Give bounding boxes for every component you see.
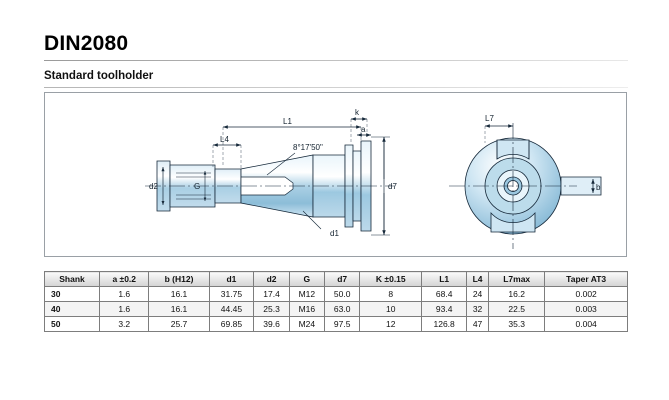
col-d7: d7: [325, 272, 360, 287]
label-taper-angle: 8°17'50": [293, 143, 323, 152]
technical-drawing-panel: [44, 92, 627, 257]
col-k: K ±0.15: [360, 272, 422, 287]
cell-l7max: 22.5: [489, 302, 545, 317]
cell-g: M12: [289, 287, 324, 302]
label-k: k: [355, 108, 359, 117]
col-d2: d2: [254, 272, 289, 287]
cell-taper: 0.002: [545, 287, 628, 302]
table-header-row: [45, 272, 628, 287]
cell-l4: 47: [467, 317, 489, 332]
cell-g: M16: [289, 302, 324, 317]
cell-b: 16.1: [149, 287, 209, 302]
table-row: [45, 317, 628, 332]
col-l4: L4: [467, 272, 489, 287]
cell-b: 16.1: [149, 302, 209, 317]
cell-taper: 0.003: [545, 302, 628, 317]
cell-k: 12: [360, 317, 422, 332]
cell-d7: 50.0: [325, 287, 360, 302]
page-subtitle: Standard toolholder: [44, 70, 154, 82]
toolholder-drawing: [45, 93, 626, 256]
cell-d1: 44.45: [209, 302, 254, 317]
label-a: a: [361, 125, 366, 134]
label-d2: d2: [149, 182, 158, 191]
cell-d2: 39.6: [254, 317, 289, 332]
cell-k: 10: [360, 302, 422, 317]
label-d1: d1: [330, 229, 339, 238]
col-taper: Taper AT3: [545, 272, 628, 287]
cell-d7: 63.0: [325, 302, 360, 317]
page-title: DIN2080: [44, 32, 129, 55]
cell-k: 8: [360, 287, 422, 302]
cell-l1: 93.4: [422, 302, 467, 317]
cell-a: 1.6: [100, 302, 149, 317]
label-G: G: [194, 182, 201, 191]
label-b: b: [596, 183, 601, 192]
cell-l7max: 16.2: [489, 287, 545, 302]
cell-shank: 40: [45, 302, 100, 317]
cell-a: 1.6: [100, 287, 149, 302]
label-d7: d7: [388, 182, 397, 191]
cell-l1: 68.4: [422, 287, 467, 302]
table-row: [45, 302, 628, 317]
cell-d2: 17.4: [254, 287, 289, 302]
col-g: G: [289, 272, 324, 287]
specification-table: [44, 271, 628, 332]
cell-shank: 50: [45, 317, 100, 332]
col-d1: d1: [209, 272, 254, 287]
cell-d1: 31.75: [209, 287, 254, 302]
col-shank: Shank: [45, 272, 100, 287]
title-divider: [44, 60, 628, 61]
cell-l4: 32: [467, 302, 489, 317]
col-a: a ±0.2: [100, 272, 149, 287]
cell-d2: 25.3: [254, 302, 289, 317]
cell-taper: 0.004: [545, 317, 628, 332]
col-l1: L1: [422, 272, 467, 287]
cell-g: M24: [289, 317, 324, 332]
cell-d1: 69.85: [209, 317, 254, 332]
cell-l7max: 35.3: [489, 317, 545, 332]
cell-d7: 97.5: [325, 317, 360, 332]
table-row: [45, 287, 628, 302]
col-l7max: L7max: [489, 272, 545, 287]
col-b: b (H12): [149, 272, 209, 287]
cell-shank: 30: [45, 287, 100, 302]
cell-a: 3.2: [100, 317, 149, 332]
cell-l4: 24: [467, 287, 489, 302]
label-L7: L7: [485, 114, 494, 123]
subtitle-divider: [44, 87, 628, 88]
cell-l1: 126.8: [422, 317, 467, 332]
label-L4: L4: [220, 135, 229, 144]
cell-b: 25.7: [149, 317, 209, 332]
label-L1: L1: [283, 117, 292, 126]
